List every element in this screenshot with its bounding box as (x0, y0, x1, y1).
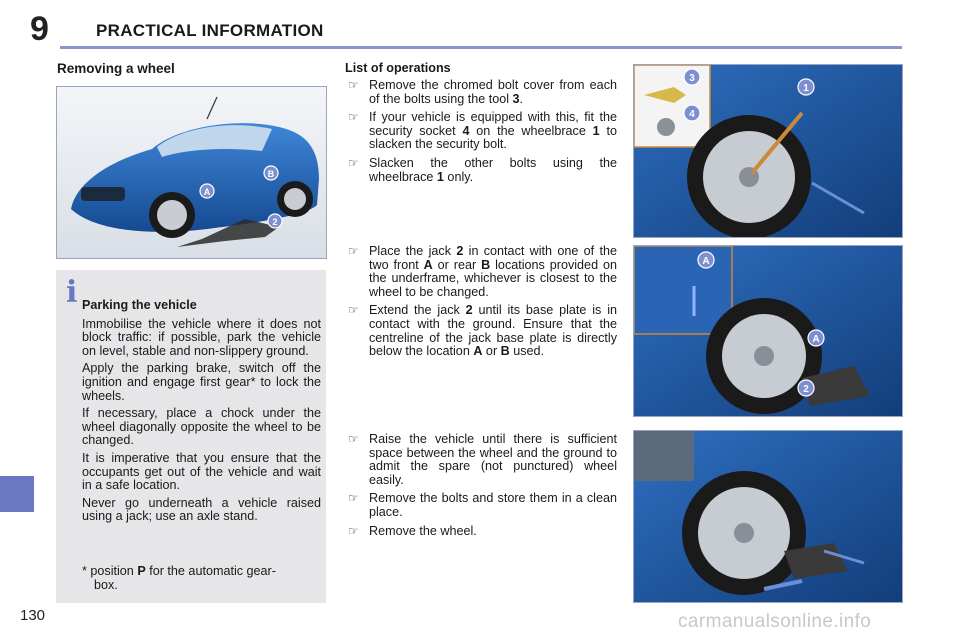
svg-text:A: A (203, 187, 211, 197)
car-illustration (56, 86, 327, 259)
operations-block-3 (345, 433, 617, 543)
callout-badge-2 (798, 380, 814, 396)
operation-item (345, 79, 617, 106)
hand-pointer-icon: ☞ (348, 303, 359, 318)
svg-text:1: 1 (803, 83, 809, 94)
operations-title: List of operations (345, 61, 451, 75)
photo-removing-wheel (633, 430, 903, 603)
operation-ref: 4 (462, 123, 470, 138)
info-heading: Parking the vehicle (82, 298, 197, 312)
svg-text:B: B (267, 169, 275, 179)
hand-pointer-icon: ☞ (348, 432, 359, 446)
footnote (82, 565, 322, 592)
footnote-star: * (82, 564, 87, 578)
operation-text: Extend the jack (369, 303, 466, 318)
callout-badge-a (200, 184, 214, 198)
operation-ref: A (473, 344, 483, 359)
operation-text: on the wheelbrace (469, 123, 593, 138)
operation-item (345, 525, 617, 539)
info-paragraph: Apply the parking brake, switch off the ignition and engage first gear* to lock the wheels. (82, 361, 321, 403)
callout-badge-4 (684, 105, 700, 121)
operation-text: to slacken the security bolt. (369, 123, 617, 152)
footnote-post: for the automatic gear- (149, 564, 276, 578)
operation-text: Remove the wheel. (369, 523, 477, 538)
operation-ref: 1 (592, 123, 600, 138)
operation-text: Raise the vehicle until there is sufficient space between the wheel and the ground to admit the spare (not punctured) wheel easily. (369, 432, 617, 487)
svg-text:A: A (812, 334, 820, 345)
operation-item (345, 492, 617, 519)
info-box (56, 270, 326, 603)
chapter-number: 9 (30, 10, 49, 48)
operation-ref: 1 (436, 169, 444, 184)
operation-ref: B (481, 257, 491, 272)
operation-ref: 2 (456, 244, 464, 258)
callout-badge-1 (798, 79, 814, 95)
info-text (82, 299, 321, 528)
footnote-pre: position (90, 564, 134, 578)
operation-text: locations provided on the underframe, whichever is closest to the wheel to be changed. (369, 257, 617, 299)
svg-text:3: 3 (689, 73, 695, 84)
watermark: carmanualsonline.info (678, 611, 872, 632)
header-rule (60, 46, 902, 49)
operation-text: or (482, 344, 501, 359)
hand-pointer-icon: ☞ (348, 110, 359, 125)
operation-ref: B (500, 344, 510, 359)
svg-text:4: 4 (689, 109, 695, 120)
operations-block-1 (345, 79, 617, 189)
page-number: 130 (20, 607, 46, 624)
svg-text:A: A (702, 256, 710, 267)
chapter-title: PRACTICAL INFORMATION (96, 21, 324, 40)
callout-badge-3 (684, 69, 700, 85)
operation-item (345, 304, 617, 358)
hand-pointer-icon: ☞ (348, 523, 359, 538)
section-title: Removing a wheel (57, 61, 175, 76)
operation-ref: A (423, 257, 433, 272)
info-icon: i (66, 275, 78, 310)
operations-block-2 (345, 245, 617, 364)
operation-text: Place the jack (369, 244, 457, 258)
hand-pointer-icon: ☞ (348, 491, 359, 506)
operation-text: or rear (432, 257, 482, 272)
operation-text: until its base plate is in contact with the ground. Ensure that the centreline of the jack base plate is directly below the location (369, 303, 617, 359)
svg-text:2: 2 (803, 384, 809, 395)
operation-text: Slacken the other bolts using the wheelbrace (369, 155, 617, 184)
callout-badge-a (808, 330, 824, 346)
operation-item (345, 111, 617, 152)
info-paragraph: If necessary, place a chock under the wheel diagonally opposite the wheel to be changed. (82, 406, 321, 448)
hand-pointer-icon: ☞ (348, 78, 359, 92)
info-paragraph: Never go underneath a vehicle raised using a jack; use an axle stand. (82, 495, 321, 524)
photo-loosening-bolts (633, 64, 903, 238)
operation-text: used. (509, 344, 545, 359)
operation-item (345, 245, 617, 299)
hand-pointer-icon: ☞ (348, 155, 359, 170)
footnote-cont: box. (94, 577, 118, 592)
footnote-bold: P (137, 564, 146, 578)
chapter-side-tab (0, 476, 34, 512)
operation-ref: 3 (512, 91, 520, 106)
operation-text: in contact with one of the two front (369, 244, 617, 272)
hand-pointer-icon: ☞ (348, 244, 359, 258)
operation-item (345, 433, 617, 487)
operation-item (345, 157, 617, 184)
operation-text: . (519, 91, 524, 106)
operation-text: only. (443, 169, 474, 184)
info-paragraph: It is imperative that you ensure that the occupants get out of the vehicle and wait in a safe location. (82, 450, 321, 493)
svg-text:2: 2 (272, 217, 278, 227)
info-paragraph: Immobilise the vehicle where it does not block traffic: if possible, park the vehicle on level, stable and non-slippery ground. (82, 316, 321, 358)
operation-ref: 2 (465, 303, 473, 318)
photo-positioning-jack (633, 245, 903, 417)
callout-badge-b (264, 166, 278, 180)
callout-badge-a (698, 252, 714, 268)
operation-text: Remove the bolts and store them in a clean place. (369, 491, 617, 519)
operation-text: If your vehicle is equipped with this, fit the security socket (369, 110, 617, 138)
callout-badge-2 (268, 214, 282, 228)
operation-text: Remove the chromed bolt cover from each of the bolts using the tool (369, 78, 617, 106)
